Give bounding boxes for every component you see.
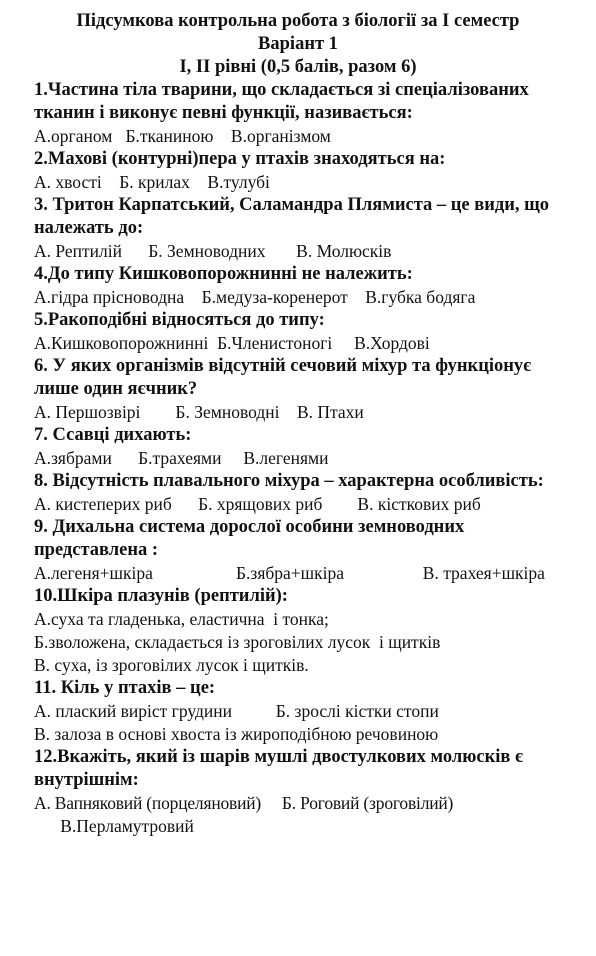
- question-2: [34, 148, 596, 194]
- question-7: [34, 424, 596, 470]
- doc-title: Підсумкова контрольна робота з біології за I семестр: [76, 11, 520, 31]
- answer-option-b: Б.зволожена, складається із зроговілих лусок і щитків: [34, 632, 441, 652]
- question-9: [34, 516, 596, 585]
- answer-options: А.зябрами Б.трахеями В.легенями: [34, 448, 329, 468]
- answer-options-ab: А. Вапняковий (порцеляновий) Б. Роговий (зроговілий): [34, 793, 454, 813]
- answer-options: А.органом Б.тканиною В.організмом: [34, 126, 331, 146]
- question-11: [34, 677, 596, 746]
- question-text: 1.Частина тіла тварини, що складається зі спеціалізованих тканин і виконує певні функції, називається:: [34, 80, 529, 123]
- question-text: 11. Кіль у птахів – це:: [34, 678, 216, 698]
- question-text: 4.До типу Кишковопорожнинні не належить:: [34, 264, 413, 284]
- question-6: [34, 355, 596, 424]
- question-3: [34, 194, 596, 263]
- variant-label: Варіант 1: [258, 34, 338, 54]
- answer-options: А.Кишковопорожнинні Б.Членистоногі В.Хордові: [34, 333, 430, 353]
- answer-options: А.легеня+шкіра Б.зябра+шкіра В. трахея+шкіра: [34, 563, 545, 583]
- levels-label: I, II рівні (0,5 балів, разом 6): [179, 57, 417, 77]
- question-4: [34, 263, 596, 309]
- answer-option-a: А.суха та гладенька, еластична і тонка;: [34, 609, 329, 629]
- question-1: [34, 79, 596, 148]
- question-text: 6. У яких організмів відсутній сечовий міхур та функціонує лише один яєчник?: [34, 356, 532, 399]
- answer-option-c: В.Перламутровий: [34, 816, 194, 836]
- answer-option-c: В. суха, із зроговілих лусок і щитків.: [34, 655, 309, 675]
- question-text: 3. Тритон Карпатський, Саламандра Плямиста – це види, що належать до:: [34, 195, 550, 238]
- question-text: 7. Ссавці дихають:: [34, 425, 192, 445]
- answer-options: А.гідра прісноводна Б.медуза-коренерот В.губка бодяга: [34, 287, 476, 307]
- question-text: 8. Відсутність плавального міхура – характерна особливість:: [34, 471, 544, 491]
- question-text: 5.Ракоподібні відносяться до типу:: [34, 310, 325, 330]
- question-10: [34, 585, 596, 677]
- question-5: [34, 309, 596, 355]
- question-text: 12.Вкажіть, який із шарів мушлі двостулкових молюсків є внутрішнім:: [34, 747, 524, 790]
- answer-option-c: В. залоза в основі хвоста із жироподібною речовиною: [34, 724, 439, 744]
- question-8: [34, 470, 596, 516]
- answer-options: А. Рептилій Б. Земноводних В. Молюсків: [34, 241, 392, 261]
- answer-options: А. Першозвірі Б. Земноводні В. Птахи: [34, 402, 364, 422]
- question-text: 10.Шкіра плазунів (рептилій):: [34, 586, 288, 606]
- answer-options: А. хвості Б. крилах В.тулубі: [34, 172, 270, 192]
- question-text: 2.Махові (контурні)пера у птахів знаходяться на:: [34, 149, 446, 169]
- answer-options: А. кистеперих риб Б. хрящових риб В. кісткових риб: [34, 494, 481, 514]
- question-12: [34, 746, 596, 838]
- answer-options-ab: А. плаский виріст грудини Б. зрослі кістки стопи: [34, 701, 439, 721]
- question-text: 9. Дихальна система дорослої особини земноводних представлена :: [34, 517, 465, 560]
